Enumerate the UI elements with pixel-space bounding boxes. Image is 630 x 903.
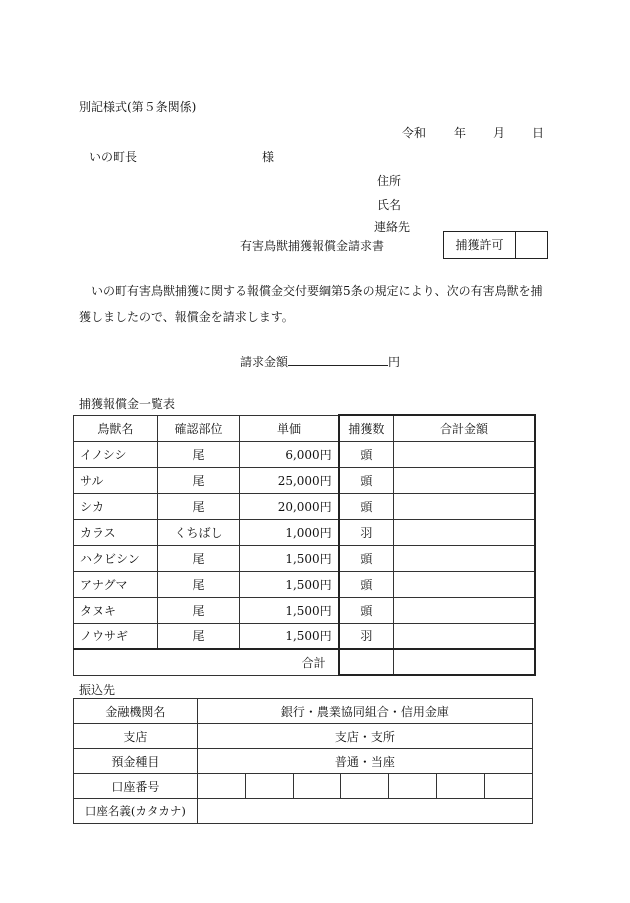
bank-name-label: 金融機関名 [74, 699, 198, 724]
unit-price: 1,000円 [240, 519, 339, 545]
deposit-type-options[interactable]: 普通・当座 [197, 749, 532, 774]
header-part: 確認部位 [157, 415, 240, 441]
row-total[interactable] [394, 467, 535, 493]
total-label: 合計 [74, 649, 339, 675]
row-total[interactable] [394, 493, 535, 519]
table-row [74, 799, 533, 824]
body-text: いの町有害鳥獣捕獲に関する報償金交付要綱第5条の規定により、次の有害鳥獣を捕獲しましたので、報償金を請求します。 [79, 284, 543, 324]
table-total-row [74, 649, 536, 675]
table-row [74, 571, 536, 597]
table-row [74, 699, 533, 724]
permit-label: 捕獲許可 [444, 232, 516, 258]
bank-table [73, 698, 533, 824]
row-total[interactable] [394, 597, 535, 623]
account-digit[interactable] [245, 774, 293, 799]
count-unit[interactable]: 頭 [339, 597, 394, 623]
date-year: 年 [454, 126, 467, 140]
count-unit[interactable]: 頭 [339, 493, 394, 519]
row-total[interactable] [394, 441, 535, 467]
unit-price: 20,000円 [240, 493, 339, 519]
animal-name: ノウサギ [74, 623, 158, 649]
check-part: 尾 [157, 597, 240, 623]
animal-name: カラス [74, 519, 158, 545]
account-digit[interactable] [437, 774, 485, 799]
count-unit[interactable]: 頭 [339, 467, 394, 493]
unit-price: 6,000円 [240, 441, 339, 467]
account-name-field[interactable] [197, 799, 532, 824]
document-title: 有害鳥獣捕獲報償金請求書 [240, 239, 385, 253]
unit-price: 25,000円 [240, 467, 339, 493]
amount-field[interactable] [288, 353, 388, 366]
table-row [74, 749, 533, 774]
check-part: 尾 [157, 623, 240, 649]
count-unit[interactable]: 頭 [339, 545, 394, 571]
count-unit[interactable]: 頭 [339, 441, 394, 467]
animal-name: タヌキ [74, 597, 158, 623]
check-part: 尾 [157, 493, 240, 519]
check-part: くちばし [157, 519, 240, 545]
deposit-type-label: 預金種目 [74, 749, 198, 774]
unit-price: 1,500円 [240, 623, 339, 649]
row-total[interactable] [394, 545, 535, 571]
honorific: 様 [262, 150, 275, 164]
animal-name: ハクビシン [74, 545, 158, 571]
account-digit[interactable] [293, 774, 341, 799]
row-total[interactable] [394, 623, 535, 649]
table-row [74, 623, 536, 649]
check-part: 尾 [157, 467, 240, 493]
unit-price: 1,500円 [240, 597, 339, 623]
check-part: 尾 [157, 545, 240, 571]
account-digit[interactable] [197, 774, 245, 799]
table-header-row [74, 415, 536, 441]
count-unit[interactable]: 頭 [339, 571, 394, 597]
table-row [74, 519, 536, 545]
bank-name-options[interactable]: 銀行・農業協同組合・信用金庫 [197, 699, 532, 724]
amount-line [240, 353, 400, 370]
row-total[interactable] [394, 571, 535, 597]
row-total[interactable] [394, 519, 535, 545]
permit-box [443, 231, 548, 259]
account-number-label: 口座番号 [74, 774, 198, 799]
total-count[interactable] [339, 649, 394, 675]
table-row [74, 441, 536, 467]
account-digit[interactable] [389, 774, 437, 799]
date-line [402, 124, 544, 141]
animal-name: イノシシ [74, 441, 158, 467]
table-row [74, 467, 536, 493]
contact-label: 連絡先 [374, 220, 411, 234]
unit-price: 1,500円 [240, 545, 339, 571]
total-amount[interactable] [394, 649, 535, 675]
header-total: 合計金額 [394, 415, 535, 441]
animal-name: シカ [74, 493, 158, 519]
amount-label: 請求金額 [240, 355, 289, 369]
addressee: いの町長 [89, 150, 138, 164]
reward-table [73, 414, 536, 676]
account-name-label: 口座名義(カタカナ) [74, 799, 198, 824]
account-digit[interactable] [485, 774, 533, 799]
form-id: 別記様式(第５条関係) [79, 100, 197, 114]
check-part: 尾 [157, 441, 240, 467]
table-row [74, 545, 536, 571]
table-row [74, 774, 533, 799]
animal-name: サル [74, 467, 158, 493]
animal-name: アナグマ [74, 571, 158, 597]
header-price: 単価 [240, 415, 339, 441]
header-animal: 鳥獣名 [74, 415, 158, 441]
table-row [74, 597, 536, 623]
check-part: 尾 [157, 571, 240, 597]
account-digit[interactable] [341, 774, 389, 799]
branch-label: 支店 [74, 724, 198, 749]
table-row [74, 724, 533, 749]
count-unit[interactable]: 羽 [339, 623, 394, 649]
table-row [74, 493, 536, 519]
address-label: 住所 [377, 174, 402, 188]
header-count: 捕獲数 [339, 415, 394, 441]
count-unit[interactable]: 羽 [339, 519, 394, 545]
unit-price: 1,500円 [240, 571, 339, 597]
date-day: 日 [532, 126, 545, 140]
list-title: 捕獲報償金一覧表 [79, 397, 176, 411]
permit-field[interactable] [516, 232, 547, 258]
bank-title: 振込先 [79, 683, 116, 697]
name-label: 氏名 [377, 198, 402, 212]
amount-unit: 円 [388, 355, 401, 369]
date-era: 令和 [402, 126, 427, 140]
date-month: 月 [493, 126, 506, 140]
branch-options[interactable]: 支店・支所 [197, 724, 532, 749]
